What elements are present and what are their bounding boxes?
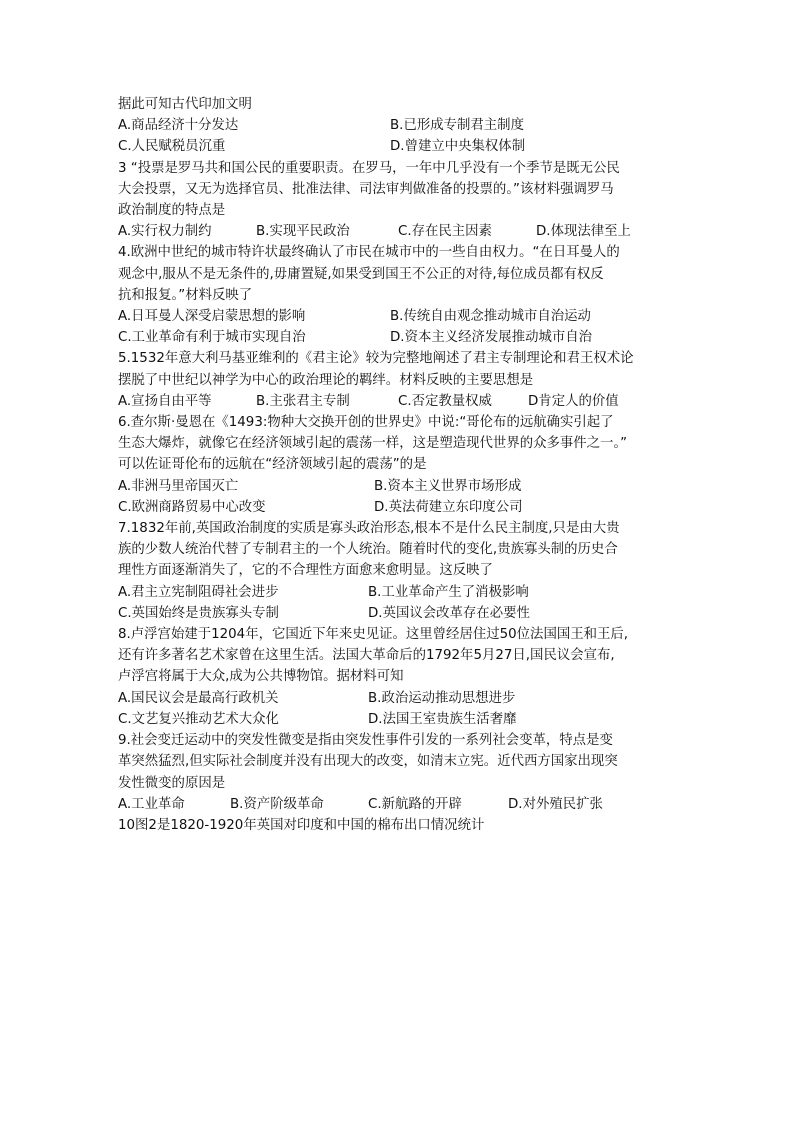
- q6-option-a: A.非洲马里帝国灭亡: [118, 478, 239, 494]
- q4-option-a: A.日耳曼人深受启蒙思想的影响: [118, 309, 306, 325]
- q8-stem-line: 还有许多著名艺术家曾在这里生活。法国大革命后的1792年5月27日,国民议会宣布,: [118, 648, 615, 664]
- q4-options-row-2: [118, 327, 718, 348]
- q4-option-c: C.工业革命有利于城市实现自治: [118, 330, 306, 346]
- q7-option-a: A.君主立宪制阻碍社会进步: [118, 584, 279, 600]
- q4-option-d: D.资本主义经济发展推动城市自治: [390, 330, 593, 346]
- q9-option-d: D.对外殖民扩张: [508, 796, 603, 812]
- q3-option-b: B.实现平民政治: [256, 224, 350, 240]
- q4-stem-line: 抗和报复。”材料反映了: [118, 287, 253, 303]
- q5-options-row: [118, 391, 718, 412]
- q7-option-d: D.英国议会改革存在必要性: [368, 605, 530, 621]
- q10-stem: 10图2是1820-1920年英国对印度和中国的棉布出口情况统计: [118, 817, 485, 833]
- q2-option-d: D.曾建立中央集权体制: [390, 139, 526, 155]
- q5-stem-line: 5.1532年意大利马基亚维利的《君主论》较为完整地阐述了君主专制理论和君王权术论: [118, 351, 634, 367]
- q9-stem-line: 革突然猛烈,但实际社会制度并没有出现大的改变，如清末立宪。近代西方国家出现突: [118, 754, 618, 770]
- q6-option-d: D.英法荷建立东印度公司: [374, 499, 523, 515]
- q6-option-b: B.资本主义世界市场形成: [374, 478, 522, 494]
- q9-stem-line: 9.社会变迁运动中的突发性微变是指由突发性事件引发的一系列社会变革，特点是变: [118, 733, 613, 749]
- q6-stem-line: 生态大爆炸，就像它在经济领域引起的震荡一样，这是塑造现代世界的众多事件之一。”: [118, 436, 628, 452]
- q2-options-row-2: [118, 136, 718, 157]
- q7-stem-line: 理性方面逐渐消失了，它的不合理性方面愈来愈明显。这反映了: [118, 563, 493, 579]
- q5-option-a: A.宣扬自由平等: [118, 393, 212, 409]
- q6-option-c: C.欧洲商路贸易中心改变: [118, 499, 266, 515]
- q2-options-row-1: [118, 115, 718, 136]
- q7-stem-line: 族的少数人统治代替了专制君主的一个人统治。随着时代的变化,贵族寡头制的历史合: [118, 542, 618, 558]
- q7-stem-line: 7.1832年前,英国政治制度的实质是寡头政治形态,根本不是什么民主制度,只是由大贵: [118, 521, 620, 537]
- q8-options-row-1: [118, 688, 718, 709]
- q3-option-c: C.存在民主因素: [398, 224, 492, 240]
- q8-stem-line: 8.卢浮宫始建于1204年，它国近下年来史见证。这里曾经居住过50位法国国王和王后,: [118, 627, 629, 643]
- q9-option-a: A.工业革命: [118, 796, 185, 812]
- q3-option-a: A.实行权力制约: [118, 224, 212, 240]
- q6-stem-line: 可以佐证哥伦布的远航在“经济领域引起的震荡”的是: [118, 457, 427, 473]
- q8-stem-line: 卢浮宫将属于大众,成为公共博物馆。据材料可知: [118, 669, 404, 685]
- exam-page: [118, 94, 718, 836]
- q5-option-d: D肯定人的价值: [528, 393, 619, 409]
- q7-options-row-1: [118, 582, 718, 603]
- q3-stem-line: 大会投票，又无为选择官员、批准法律、司法审判做准备的投票的。”该材料强调罗马: [118, 181, 614, 197]
- q9-option-b: B.资产阶级革命: [230, 796, 324, 812]
- q2-stem-tail: 据此可知古代印加文明: [118, 97, 252, 112]
- q9-option-c: C.新航路的开辟: [368, 796, 462, 812]
- q4-stem-line: 观念中,服从不是无条件的,毋庸置疑,如果受到国王不公正的对待,每位成员都有权反: [118, 266, 604, 282]
- q2-option-c: C.人民赋税员沉重: [118, 139, 226, 155]
- q8-option-c: C.文艺复兴推动艺术大众化: [118, 711, 279, 727]
- q6-options-row-1: [118, 476, 718, 497]
- q9-options-row: [118, 794, 718, 815]
- q8-option-a: A.国民议会是最高行政机关: [118, 690, 279, 706]
- q7-option-c: C.英国始终是贵族寡头专制: [118, 605, 279, 621]
- q5-stem-line: 摆脱了中世纪以神学为中心的政治理论的羁绊。材料反映的主要思想是: [118, 372, 534, 388]
- q7-options-row-2: [118, 603, 718, 624]
- q7-option-b: B.工业革命产生了消极影响: [368, 584, 529, 600]
- q6-options-row-2: [118, 497, 718, 518]
- q6-stem-line: 6.查尔斯·曼恩在《1493:物种大交换开创的世界史》中说:“哥伦布的远航确实引起了: [118, 415, 614, 431]
- q4-options-row-1: [118, 306, 718, 327]
- q3-stem-line: 政治制度的特点是: [118, 203, 226, 219]
- q4-option-b: B.传统自由观念推动城市自治运动: [390, 309, 591, 325]
- q2-option-b: B.已形成专制君主制度: [390, 118, 524, 134]
- q5-option-b: B.主张君主专制: [256, 393, 350, 409]
- q4-stem-line: 4.欧洲中世纪的城市特许状最终确认了市民在城市中的一些自由权力。“在日耳曼人的: [118, 245, 620, 261]
- q3-option-d: D.体现法律至上: [536, 224, 631, 240]
- q8-option-d: D.法国王室贵族生活奢靡: [368, 711, 517, 727]
- q8-option-b: B.政治运动推动思想进步: [368, 690, 516, 706]
- q2-option-a: A.商品经济十分发达: [118, 118, 239, 134]
- q5-option-c: C.否定教量权威: [398, 393, 492, 409]
- q3-options-row: [118, 221, 718, 242]
- q9-stem-line: 发性微变的原因是: [118, 775, 226, 791]
- q3-stem-line: 3 “投票是罗马共和国公民的重要职责。在罗马，一年中几乎没有一个季节是既无公民: [118, 160, 620, 176]
- q8-options-row-2: [118, 709, 718, 730]
